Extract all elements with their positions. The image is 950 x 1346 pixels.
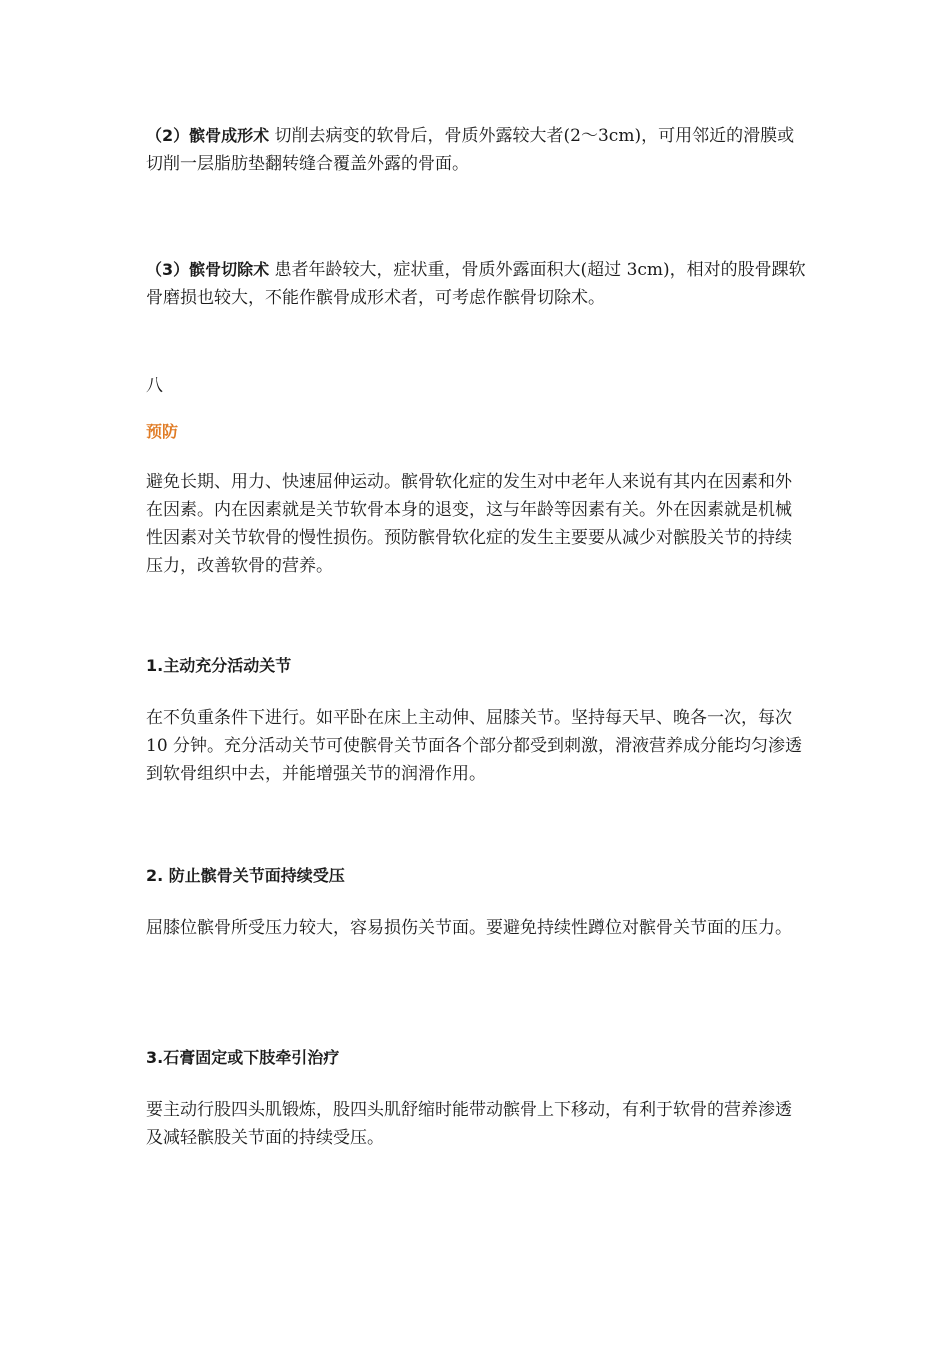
paragraph-patella-plasty (146, 122, 806, 178)
heading-patellectomy: （3）髌骨切除术 (146, 260, 270, 279)
text-patella-plasty: 切削去病变的软骨后，骨质外露较大者(2～3cm)，可用邻近的滑膜或切削一层脂肪垫翻转缝合覆盖外露的骨面。 (146, 126, 795, 174)
heading-patella-plasty: （2）髌骨成形术 (146, 126, 270, 145)
prevention-paragraph: 避免长期、用力、快速屈伸运动。髌骨软化症的发生对中老年人来说有其内在因素和外在因素。内在因素就是关节软骨本身的退变，这与年龄等因素有关。外在因素就是机械性因素对关节软骨的慢性损伤。预防髌骨软化症的发生主要要从减少对髌股关节的持续压力，改善软骨的营养。 (146, 472, 792, 576)
paragraph-patellectomy (146, 256, 806, 312)
item2-heading: 2. 防止髌骨关节面持续受压 (146, 866, 345, 885)
item3-paragraph: 要主动行股四头肌锻炼，股四头肌舒缩时能带动髌骨上下移动，有利于软骨的营养渗透及减轻髌股关节面的持续受压。 (146, 1100, 792, 1148)
text-patellectomy: 患者年龄较大，症状重，骨质外露面积大(超过 3cm)，相对的股骨踝软骨磨损也较大，不能作髌骨成形术者，可考虑作髌骨切除术。 (146, 260, 806, 308)
item1-paragraph: 在不负重条件下进行。如平卧在床上主动伸、屈膝关节。坚持每天早、晚各一次，每次 10 分钟。充分活动关节可使髌骨关节面各个部分都受到刺激，滑液营养成分能均匀渗透到软骨组织中去，并能增强关节的润滑作用。 (146, 708, 803, 784)
prevention-title: 预防 (146, 422, 179, 441)
item1-heading: 1.主动充分活动关节 (146, 656, 292, 675)
section-number: 八 (146, 376, 163, 396)
item3-heading: 3.石膏固定或下肢牵引治疗 (146, 1048, 340, 1067)
item2-paragraph: 屈膝位髌骨所受压力较大，容易损伤关节面。要避免持续性蹲位对髌骨关节面的压力。 (146, 918, 792, 938)
